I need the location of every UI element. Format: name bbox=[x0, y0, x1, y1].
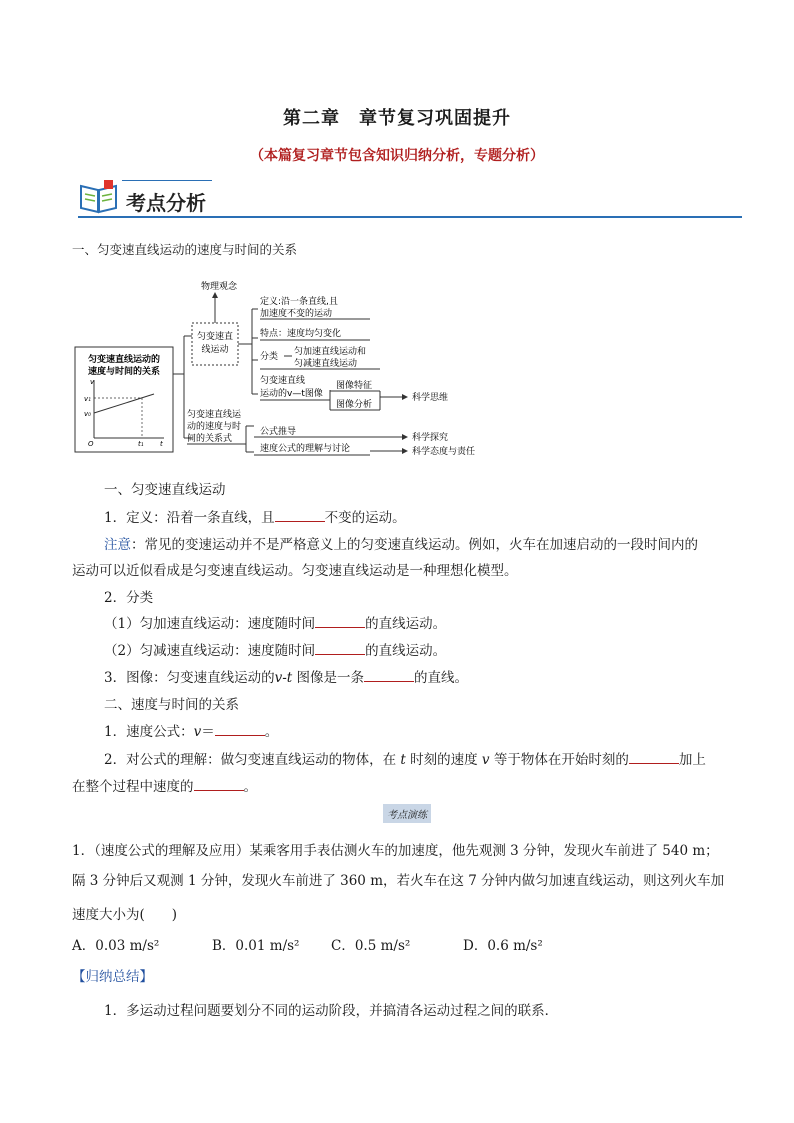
science-attitude-label: 科学态度与责任 bbox=[412, 447, 476, 457]
option-b[interactable]: B．0.01 m/s² bbox=[212, 938, 300, 954]
section-heading: 一、匀变速直线运动的速度与时间的关系 bbox=[72, 242, 298, 257]
science-thinking-label: 科学思维 bbox=[412, 393, 449, 403]
practice-tag: 考点演练 bbox=[383, 804, 431, 823]
option-a[interactable]: A．0.03 m/s² bbox=[72, 938, 160, 954]
graph-t-label: t bbox=[160, 440, 163, 448]
understand-line2: 在整个过程中速度的 。 bbox=[72, 779, 257, 795]
graph-line: 3．图像：匀变速直线运动的v-t 图像是一条 的直线。 bbox=[104, 670, 469, 686]
graph-analysis-label: 图像分析 bbox=[336, 400, 373, 410]
uniform-motion-line1: 匀变速直 bbox=[196, 332, 234, 342]
question-line2: 隔 3 分钟后又观测 1 分钟，发现火车前进了 360 m，若火车在这 7 分钟内做匀加速直线运动，则这列火车加 bbox=[72, 873, 725, 889]
note-line2: 运动可以近似看成是匀变速直线运动。匀变速直线运动是一种理想化模型。 bbox=[72, 563, 518, 579]
blank[interactable] bbox=[315, 615, 365, 628]
blank[interactable] bbox=[194, 778, 244, 791]
concept-map bbox=[74, 276, 504, 458]
blank[interactable] bbox=[215, 723, 265, 736]
science-inquiry-label: 科学探究 bbox=[412, 433, 449, 443]
classify-item-1: （1）匀加速直线运动：速度随时间 的直线运动。 bbox=[104, 616, 447, 632]
book-icon bbox=[78, 178, 122, 216]
formula-derivation-label: 公式推导 bbox=[260, 427, 297, 437]
graph-v1-label: v₁ bbox=[84, 395, 91, 403]
question-line3: 速度大小为( ) bbox=[72, 907, 178, 923]
relation-line1: 匀变速直线运 bbox=[187, 410, 242, 420]
physics-concept-label: 物理观念 bbox=[201, 282, 238, 292]
blank[interactable] bbox=[629, 751, 679, 764]
classify-item-2: （2）匀减速直线运动：速度随时间 的直线运动。 bbox=[104, 643, 447, 659]
blank[interactable] bbox=[315, 642, 365, 655]
vt-graph-line2: 运动的v—t图像 bbox=[260, 389, 323, 399]
banner-label: 考点分析 bbox=[126, 191, 206, 215]
left-box-line2: 速度与时间的关系 bbox=[87, 367, 161, 377]
definition-line2: 加速度不变的运动 bbox=[260, 309, 333, 319]
note-line1: 注意：常见的变速运动并不是严格意义上的匀变速直线运动。例如，火车在加速启动的一段时间内的 bbox=[104, 537, 698, 553]
relation-line3: 间的关系式 bbox=[187, 434, 233, 444]
question-line1: 1．（速度公式的理解及应用）某乘客用手表估测火车的加速度，他先观测 3 分钟，发现火车前进了 540 m； bbox=[72, 843, 719, 859]
summary-item-1: 1．多运动过程问题要划分不同的运动阶段，并搞清各运动过程之间的联系． bbox=[104, 1003, 559, 1019]
feature-label: 特点：速度均匀变化 bbox=[260, 329, 342, 339]
formula-understanding-label: 速度公式的理解与讨论 bbox=[260, 444, 351, 454]
classify-item2: 匀减速直线运动 bbox=[294, 359, 358, 369]
uniform-motion-line2: 线运动 bbox=[201, 345, 229, 355]
blank[interactable] bbox=[364, 669, 414, 682]
summary-heading: 【归纳总结】 bbox=[72, 969, 153, 985]
option-c[interactable]: C．0.5 m/s² bbox=[331, 938, 411, 954]
blank[interactable] bbox=[275, 509, 325, 522]
classify-label: 分类 bbox=[260, 352, 279, 362]
option-d[interactable]: D．0.6 m/s² bbox=[463, 938, 543, 954]
page-subtitle: （本篇复习章节包含知识归纳分析，专题分析） bbox=[250, 148, 544, 164]
classify-heading: 2．分类 bbox=[104, 590, 154, 606]
definition-line: 1．定义：沿着一条直线，且 不变的运动。 bbox=[104, 510, 406, 526]
graph-v-label: v bbox=[90, 378, 95, 386]
graph-v0-label: v₀ bbox=[84, 410, 91, 418]
formula-line: 1．速度公式：v＝ 。 bbox=[104, 724, 279, 740]
left-box-line1: 匀变速直线运动的 bbox=[87, 355, 161, 365]
vt-graph-line1: 匀变速直线 bbox=[260, 376, 306, 386]
definition-line1: 定义:沿一条直线,且 bbox=[260, 297, 338, 307]
relation-line2: 动的速度与时 bbox=[187, 422, 242, 432]
classify-item1: 匀加速直线运动和 bbox=[294, 347, 367, 357]
graph-t1-label: t₁ bbox=[138, 440, 144, 448]
page-title: 第二章 章节复习巩固提升 bbox=[283, 108, 511, 129]
graph-feature-label: 图像特征 bbox=[336, 381, 373, 391]
sub-heading-1: 一、匀变速直线运动 bbox=[104, 482, 226, 498]
graph-origin-label: O bbox=[88, 440, 94, 448]
note-label: 注意 bbox=[104, 537, 131, 553]
understand-line1: 2．对公式的理解：做匀变速直线运动的物体，在 t 时刻的速度 v 等于物体在开始时刻的 加上 bbox=[104, 752, 706, 768]
sub-heading-2: 二、速度与时间的关系 bbox=[104, 697, 239, 713]
